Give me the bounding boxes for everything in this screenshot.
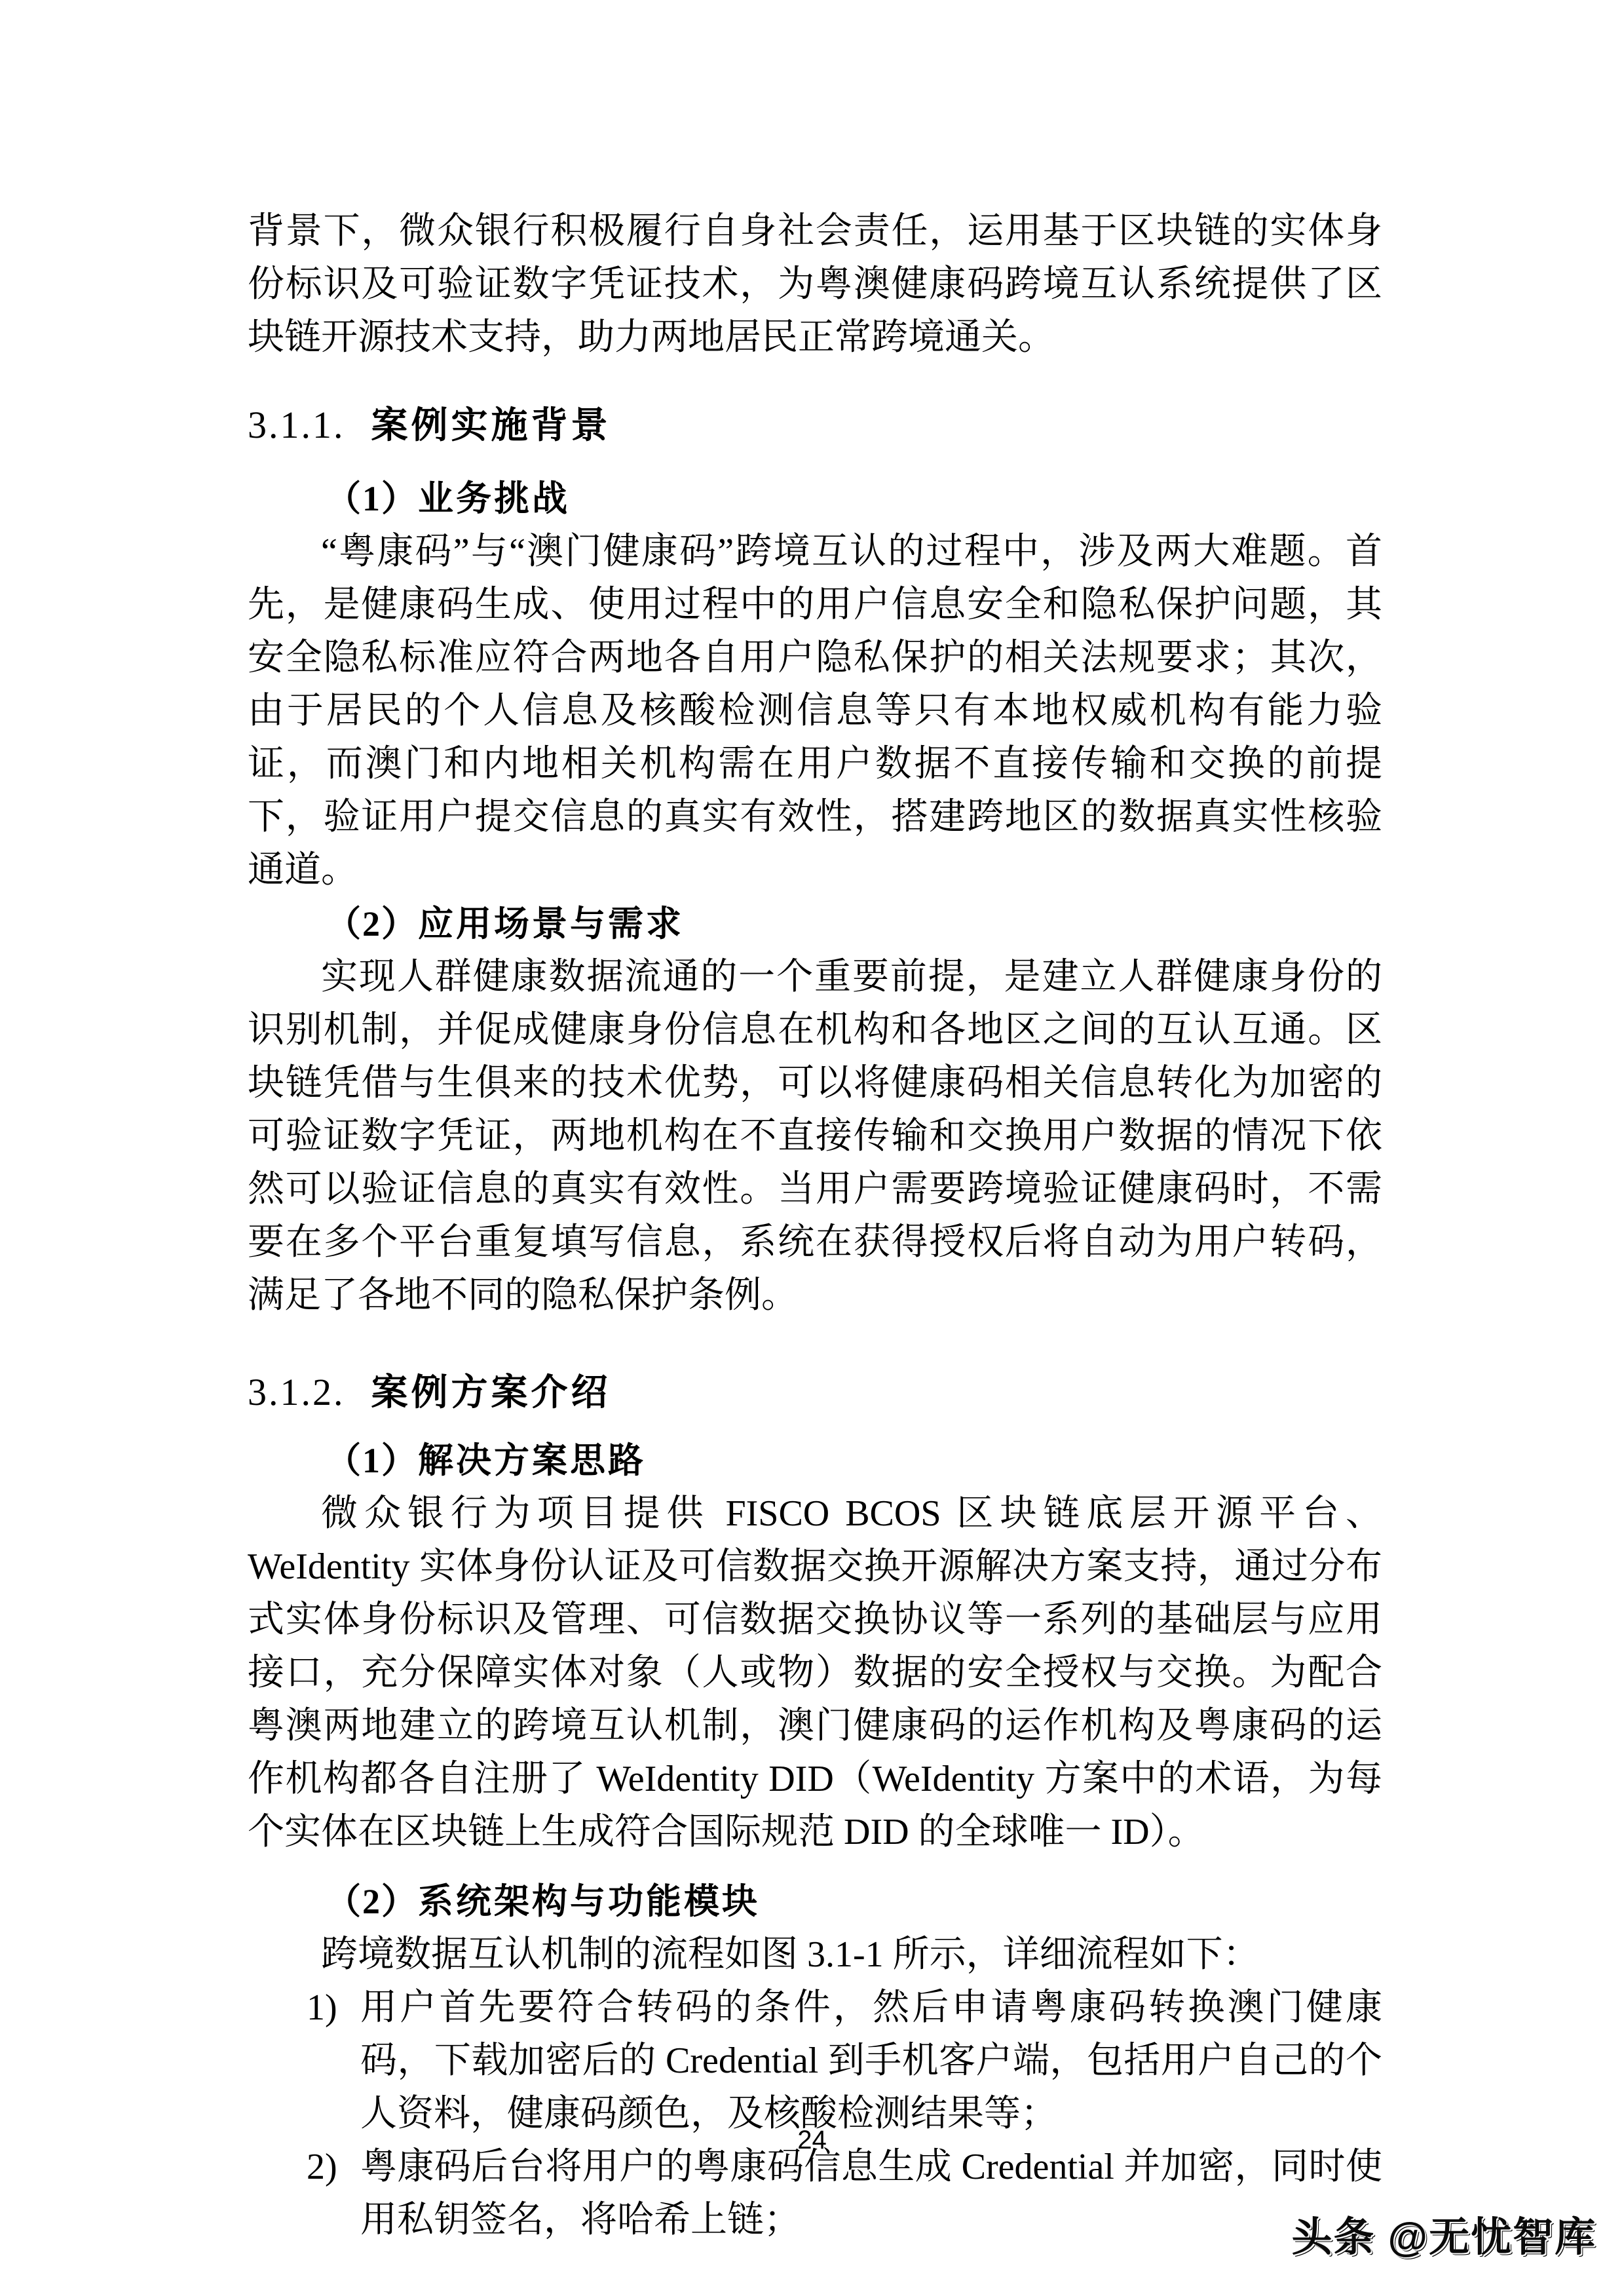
- section-number: 3.1.2.: [248, 1371, 345, 1413]
- list-item-1: [248, 1981, 1382, 2141]
- subheading-title: 业务挑战: [418, 479, 570, 518]
- subheading-number: （1）: [326, 1441, 418, 1480]
- subheading-title: 应用场景与需求: [418, 904, 684, 944]
- section-title: 案例实施背景: [371, 404, 611, 446]
- list-item-number: 1): [307, 1987, 337, 2028]
- subheading-application-scene: [248, 898, 1382, 951]
- list-item-number: 2): [307, 2147, 337, 2187]
- list-item-2: [248, 2141, 1382, 2247]
- section-heading-3-1-1: [248, 398, 1382, 453]
- subheading-number: （2）: [326, 904, 418, 944]
- subheading-title: 系统架构与功能模块: [418, 1882, 760, 1921]
- section-heading-3-1-2: [248, 1366, 1382, 1420]
- section-number: 3.1.1.: [248, 404, 345, 446]
- subheading-solution-idea: [248, 1434, 1382, 1487]
- page-number: 24: [797, 2126, 827, 2154]
- page-body: [248, 205, 1382, 2247]
- subheading-number: （1）: [326, 479, 418, 518]
- section-title: 案例方案介绍: [371, 1371, 611, 1413]
- subheading-title: 解决方案思路: [418, 1441, 646, 1480]
- subheading-business-challenge: [248, 472, 1382, 526]
- list-item-text: 用户首先要符合转码的条件，然后申请粤康码转换澳门健康码，下载加密后的 Credential 到手机客户端，包括用户自己的个人资料，健康码颜色，及核酸检测结果等；: [360, 1987, 1382, 2134]
- paragraph-scene: 实现人群健康数据流通的一个重要前提，是建立人群健康身份的识别机制，并促成健康身份信息在机构和各地区之间的互认互通。区块链凭借与生俱来的技术优势，可以将健康码相关信息转化为加密的可验证数字凭证，两地机构在不直接传输和交换用户数据的情况下依然可以验证信息的真实有效性。当用户需要跨境验证健康码时，不需要在多个平台重复填写信息，系统在获得授权后将自动为用户转码，满足了各地不同的隐私保护条例。: [248, 957, 1382, 1316]
- watermark-toutiao: 头条 @无忧智库: [1291, 2215, 1596, 2260]
- paragraph-solution: 微众银行为项目提供 FISCO BCOS 区块链底层开源平台、WeIdentity 实体身份认证及可信数据交换开源解决方案支持，通过分布式实体身份标识及管理、可信数据交换协议等一系列的基础层与应用接口，充分保障实体对象（人或物）数据的安全授权与交换。为配合粤澳两地建立的跨境互认机制，澳门健康码的运作机构及粤康码的运作机构都各自注册了 WeIdentity DID（WeIdentity 方案中的术语，为每个实体在区块链上生成符合国际规范 DID 的全球唯一 ID）。: [248, 1493, 1382, 1852]
- paragraph-challenge: “粤康码”与“澳门健康码”跨境互认的过程中，涉及两大难题。首先，是健康码生成、使用过程中的用户信息安全和隐私保护问题，其安全隐私标准应符合两地各自用户隐私保护的相关法规要求；其次，由于居民的个人信息及核酸检测信息等只有本地权威机构有能力验证，而澳门和内地相关机构需在用户数据不直接传输和交换的前提下，验证用户提交信息的真实有效性，搭建跨地区的数据真实性核验通道。: [248, 531, 1382, 890]
- subheading-number: （2）: [326, 1882, 418, 1921]
- list-item-text: 粤康码后台将用户的粤康码信息生成 Credential 并加密，同时使用私钥签名，将哈希上链；: [360, 2147, 1382, 2240]
- paragraph-flow-intro: 跨境数据互认机制的流程如图 3.1-1 所示，详细流程如下：: [321, 1934, 1260, 1975]
- paragraph-intro-continuation: 背景下，微众银行积极履行自身社会责任，运用基于区块链的实体身份标识及可验证数字凭证技术，为粤澳健康码跨境互认系统提供了区块链开源技术支持，助力两地居民正常跨境通关。: [248, 211, 1382, 358]
- subheading-system-architecture: [248, 1875, 1382, 1928]
